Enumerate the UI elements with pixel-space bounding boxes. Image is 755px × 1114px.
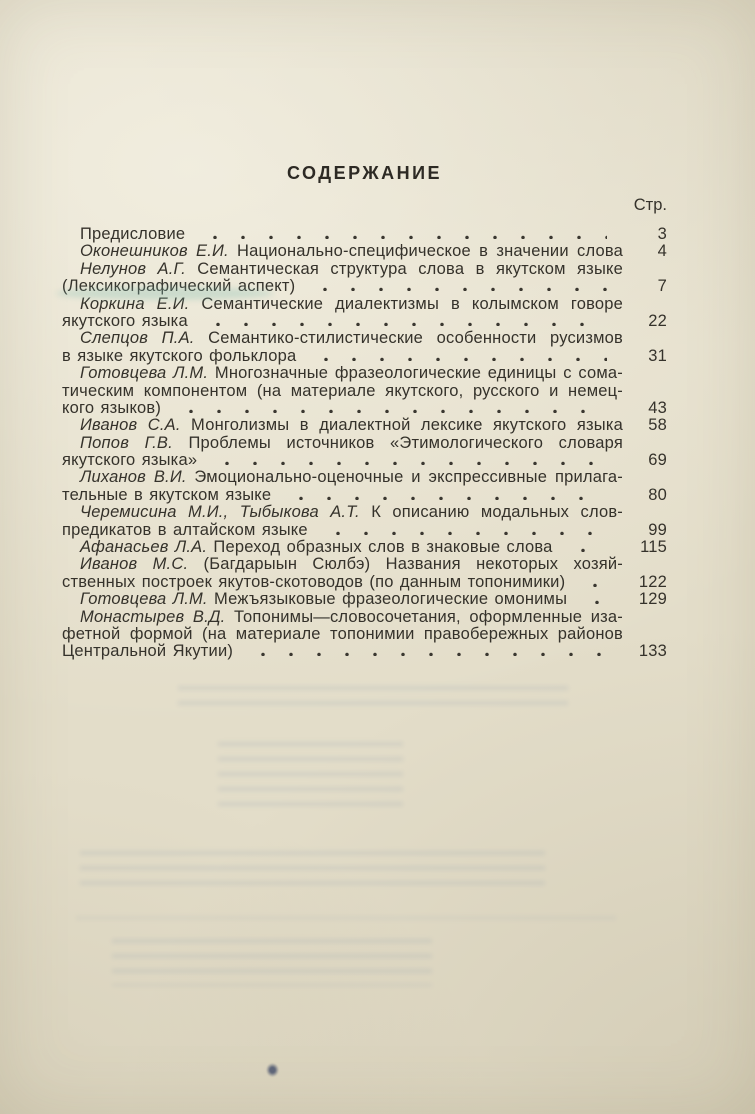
toc-line-text [62,417,623,434]
entry-page-number: 133 [638,642,667,661]
entry-title-text: К описанию модальных слов- [359,503,623,522]
entry-author: Оконешников Е.И. [80,242,229,261]
toc-line-text [62,574,565,591]
entry-title-text: (Лексикографический аспект) [62,277,296,296]
entry-title-text: Семантическая структура слова в якутском языке [185,259,623,278]
table-of-contents [62,0,667,661]
toc-line-text [62,261,623,278]
toc-line [62,400,667,417]
toc-line [62,365,667,382]
toc-line-text [62,504,623,521]
dot-leader [203,460,607,465]
toc-line [62,539,667,556]
toc-line [62,487,667,504]
toc-line-text [62,591,567,608]
dot-leader [302,356,607,361]
dot-leader [301,286,607,291]
toc-line-text [62,226,185,243]
toc-line-text [62,348,296,365]
toc-line [62,348,667,365]
entry-title-text: кого языков) [62,398,162,417]
entry-title-text: тельные в якутском языке [62,485,272,504]
entry-title-text: в языке якутского фольклора [62,346,297,365]
entry-page-number: 80 [648,485,667,504]
entry-title-text: Монголизмы в диалектной лексике якутского языка [180,416,623,435]
entry-page-number: 99 [648,520,667,539]
entry-title-text: Предисловие [80,225,186,243]
page-column-header-row [62,197,667,214]
toc-line-text [62,330,623,347]
dot-leader [167,408,607,413]
dot-leader [194,321,607,326]
entry-page-number: 7 [657,277,667,296]
toc-line [62,504,667,521]
toc-line [62,609,667,626]
entry-title-text: якутского языка» [62,451,198,470]
dot-leader [571,582,607,587]
entry-author: Нелунов А.Г. [80,259,186,278]
toc-line-text [62,400,161,417]
entry-page-number: 58 [648,416,667,435]
bleed-through-artifact [80,851,545,885]
ink-blot-artifact [266,1063,279,1077]
entry-page-number: 22 [648,311,667,330]
entry-page-number: 122 [638,572,667,591]
entry-title-text: Проблемы источников «Этимологического словаря [172,433,623,452]
entry-page-number: 69 [648,451,667,470]
entry-author: Афанасьев Л.А. [80,538,208,557]
toc-line [62,226,667,243]
toc-line-text [62,383,623,400]
entry-title-text: Эмоционально-оценочные и экспрессивные прилага- [186,468,623,487]
entry-title-text: тическим компонентом (на материале якутского, русского и немец- [62,381,623,400]
toc-line-text [62,626,623,643]
dot-leader [314,530,607,535]
entry-page-number: 31 [648,346,667,365]
page-title: СОДЕРЖАНИЕ [286,163,443,183]
toc-line-text [62,313,188,330]
bleed-through-artifact [76,916,616,921]
toc-entry-list [62,226,667,661]
toc-line [62,591,667,608]
page-column-header: Стр. [633,196,667,214]
bleed-through-artifact [112,939,432,986]
toc-line-text [62,452,197,469]
entry-author: Иванов С.А. [80,416,181,435]
entry-title-text: якутского языка [62,311,188,330]
toc-line-text [62,296,623,313]
entry-author: Слепцов П.А. [80,329,195,348]
toc-line-text [62,278,295,295]
dot-leader [559,547,607,552]
toc-line [62,574,667,591]
entry-author: Готовцева Л.М. [80,590,208,609]
entry-author: Коркина Е.И. [80,294,190,313]
bleed-through-artifact [178,686,568,712]
toc-line [62,435,667,452]
entry-author: Попов Г.В. [80,433,173,452]
dot-leader [277,495,607,500]
entry-page-number: 43 [648,398,667,417]
dot-leader [239,651,607,656]
entry-title-text: Межъязыковые фразеологические омонимы [207,590,568,609]
toc-line [62,313,667,330]
toc-line-text [62,365,623,382]
entry-title-text: Национально-специфическое в значении слова [228,242,623,261]
toc-line-text [62,556,623,573]
toc-line [62,243,667,260]
entry-author: Монастырев В.Д. [80,607,226,626]
entry-page-number: 129 [638,590,667,609]
toc-line [62,261,667,278]
entry-title-text: фетной формой (на материале топонимии правобережных районов [62,624,623,643]
entry-title-text: Центральной Якутии) [62,642,234,661]
toc-line [62,452,667,469]
entry-title-text: Семантико-стилистические особенности русизмов [194,329,623,348]
toc-line [62,556,667,573]
toc-line-text [62,487,271,504]
entry-title-text: Многозначные фразеологические единицы с сома- [208,364,623,383]
toc-line [62,626,667,643]
entry-title-text: ственных построек якутов-скотоводов (по данным топонимики) [62,572,566,591]
toc-line-text [62,435,623,452]
toc-line [62,643,667,660]
entry-title-text: предикатов в алтайском языке [62,520,308,539]
toc-line [62,383,667,400]
toc-line-text [62,243,623,260]
bleed-through-artifact [218,742,403,806]
entry-title-text: Топонимы—словосочетания, оформленные иза- [225,607,623,626]
toc-line [62,522,667,539]
entry-author: Иванов М.С. [80,555,189,574]
toc-line [62,330,667,347]
dot-leader [191,234,607,239]
toc-line-text [62,469,623,486]
toc-line-text [62,539,553,556]
toc-line [62,296,667,313]
entry-title-text: Переход образных слов в знаковые слова [207,538,553,557]
entry-author: Черемисина М.И., Тыбыкова А.Т. [80,503,360,522]
toc-line [62,278,667,295]
toc-line-text [62,643,233,660]
toc-line-text [62,522,308,539]
entry-page-number: 3 [657,225,667,243]
entry-page-number: 4 [657,242,667,261]
entry-title-text: (Багдарыын Сюлбэ) Названия некоторых хозяй- [188,555,623,574]
entry-title-text: Семантические диалектизмы в колымском говоре [189,294,624,313]
entry-author: Готовцева Л.М. [80,364,209,383]
dot-leader [573,599,607,604]
toc-line [62,417,667,434]
toc-line [62,469,667,486]
entry-page-number: 115 [640,538,667,557]
entry-author: Лиханов В.И. [80,468,187,487]
toc-line-text [62,609,623,626]
